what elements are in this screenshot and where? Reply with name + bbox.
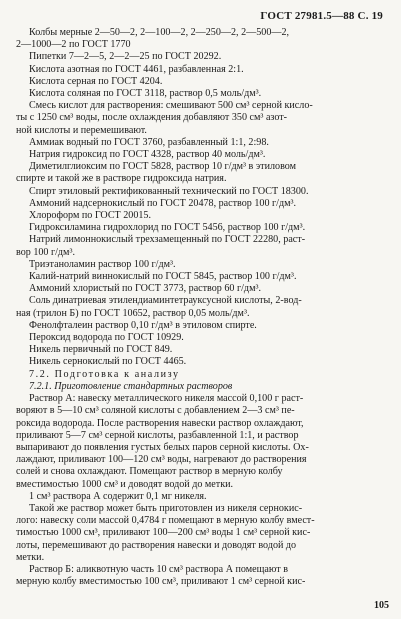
text-line: Натрия гидроксид по ГОСТ 4328, раствор 40 моль/дм³. (29, 149, 266, 161)
text-line: Гидроксиламина гидрохлорид по ГОСТ 5456, раствор 100 г/дм³. (29, 222, 306, 234)
text-line: 1 см³ раствора А содержит 0,1 мг никеля. (29, 490, 207, 502)
text-line: Аммоний надсернокислый по ГОСТ 20478, раствор 100 г/дм³. (29, 197, 297, 209)
text-line: Диметилглиоксим по ГОСТ 5828, раствор 10 г/дм³ в этиловом (29, 161, 297, 173)
text-line: солей и снова охлаждают. Помещают раствор в мерную колбу (16, 466, 283, 478)
page-number: 105 (374, 600, 389, 611)
text-line: Аммиак водный по ГОСТ 3760, разбавленный 1:1, 2:98. (29, 136, 269, 148)
text-line: Триэтаноламин раствор 100 г/дм³. (29, 258, 176, 270)
text-line: Соль динатриевая этилендиаминтетрауксусной кислоты, 2-вод- (29, 295, 302, 307)
text-line: ной кислоты и перемешивают. (16, 124, 147, 136)
subsection-heading: 7.2.1. Приготовление стандартных растворов (29, 380, 233, 392)
text-line: 2—1000—2 по ГОСТ 1770 (16, 39, 131, 51)
text-line: воряют в 5—10 см³ соляной кислоты с добавлением 2—3 см³ пе- (16, 405, 295, 417)
text-line: Пипетки 7—2—5, 2—2—25 по ГОСТ 20292. (29, 51, 222, 63)
text-line: спирте и такой же в растворе гидроксида натрия. (16, 173, 227, 185)
text-line: тимостью 1000 см³, приливают 100—200 см³ воды 1 см³ серной кис- (16, 527, 311, 539)
body-text (16, 27, 389, 588)
text-line: лоты, перемешивают до растворения навески и доводят водой до (16, 539, 297, 551)
text-line: Никель первичный по ГОСТ 849. (29, 344, 173, 356)
text-line: Такой же раствор может быть приготовлен из никеля сернокис- (29, 502, 303, 514)
text-line: Кислота соляная по ГОСТ 3118, раствор 0,5 моль/дм³. (29, 88, 262, 100)
text-line: Кислота азотная по ГОСТ 4461, разбавленная 2:1. (29, 63, 244, 75)
text-line: Никель сернокислый по ГОСТ 4465. (29, 356, 187, 368)
text-line: Спирт этиловый ректификованный технический по ГОСТ 18300. (29, 185, 309, 197)
text-line: лаждают, приливают 100—120 см³ воды, нагревают до растворения (16, 454, 307, 466)
page-header: ГОСТ 27981.5—88 С. 19 (260, 10, 383, 22)
text-line: метки. (16, 551, 45, 563)
text-line: ная (трилон Б) по ГОСТ 10652, раствор 0,05 моль/дм³. (16, 307, 250, 319)
text-line: Фенолфталеин раствор 0,10 г/дм³ в этиловом спирте. (29, 319, 257, 331)
text-line: лого: навеску соли массой 0,4784 г помещают в мерную колбу вмест- (16, 515, 315, 527)
text-line: выпаривают до появления густых белых паров серной кислоты. Ох- (16, 441, 309, 453)
text-line: роксида водорода. После растворения навески раствор охлаждают, (16, 417, 304, 429)
text-line: Аммоний хлористый по ГОСТ 3773, раствор 60 г/дм³. (29, 283, 262, 295)
text-line: Кислота серная по ГОСТ 4204. (29, 75, 163, 87)
text-line: Хлороформ по ГОСТ 20015. (29, 210, 152, 222)
text-line: вор 100 г/дм³. (16, 246, 75, 258)
section-heading: 7.2. Подготовка к анализу (29, 368, 180, 380)
text-line: Натрий лимоннокислый трехзамещенный по ГОСТ 22280, раст- (29, 234, 306, 246)
text-line: Раствор Б: аликвотную часть 10 см³ раствора А помещают в (29, 563, 288, 575)
text-line: Раствор А: навеску металлического никеля массой 0,100 г раст- (29, 393, 304, 405)
text-line: мерную колбу вместимостью 100 см³, приливают 1 см³ серной кис- (16, 576, 306, 588)
text-line: Пероксид водорода по ГОСТ 10929. (29, 332, 184, 344)
text-line: Калий-натрий виннокислый по ГОСТ 5845, раствор 100 г/дм³. (29, 271, 297, 283)
text-line: ты с 1250 см³ воды, после охлаждения добавляют 350 см³ азот- (16, 112, 288, 124)
text-line: Колбы мерные 2—50—2, 2—100—2, 2—250—2, 2—500—2, (29, 27, 290, 38)
text-line: вместимостью 1000 см³ и доводят водой до метки. (16, 478, 234, 490)
text-line: Смесь кислот для растворения: смешивают 500 см³ серной кисло- (29, 100, 313, 112)
text-line: приливают 5—7 см³ серной кислоты, разбавленной 1:1, и раствор (16, 429, 299, 441)
